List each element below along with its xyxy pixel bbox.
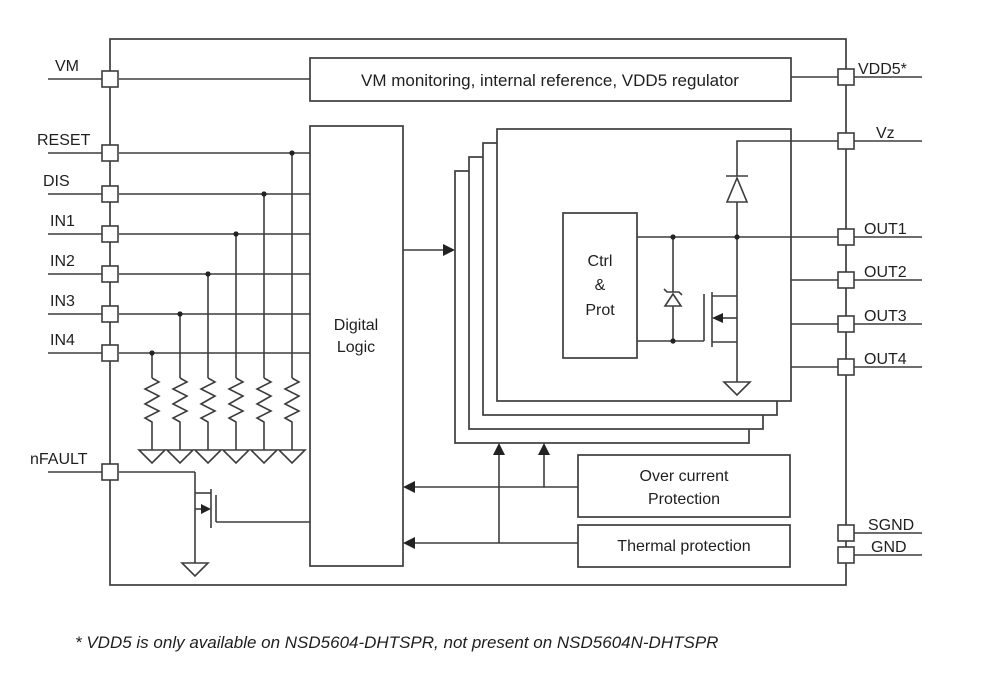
over-current-label-1: Over current: [639, 468, 729, 485]
pin-label-in3: IN3: [50, 293, 75, 310]
pin-in3: [102, 306, 118, 322]
pin-sgnd: [838, 525, 854, 541]
pin-label-in1: IN1: [50, 213, 75, 230]
pin-out2: [838, 272, 854, 288]
junction-dot: [177, 311, 182, 316]
pin-gnd: [838, 547, 854, 563]
pin-vz: [838, 133, 854, 149]
pin-in4: [102, 345, 118, 361]
pin-out3: [838, 316, 854, 332]
driver-card-1: [497, 129, 791, 401]
pin-dis: [102, 186, 118, 202]
pin-label-out1: OUT1: [864, 221, 907, 238]
pin-label-vdd5: VDD5*: [858, 61, 907, 78]
pin-label-out4: OUT4: [864, 351, 907, 368]
pin-nfault: [102, 464, 118, 480]
digital-logic-label-2: Logic: [336, 339, 376, 356]
junction-dot: [233, 231, 238, 236]
junction-dot: [734, 234, 739, 239]
pin-vdd5: [838, 69, 854, 85]
junction-dot: [149, 350, 154, 355]
junction-dot: [670, 338, 675, 343]
vm-monitor-label: VM monitoring, internal reference, VDD5 regulator: [361, 71, 739, 90]
digital-logic-label-1: Digital: [333, 317, 379, 334]
pin-in2: [102, 266, 118, 282]
over-current-label-2: Protection: [647, 491, 721, 508]
pin-out4: [838, 359, 854, 375]
pin-label-gnd: GND: [871, 539, 907, 556]
pin-label-nfault: nFAULT: [30, 451, 88, 468]
footnote: * VDD5 is only available on NSD5604-DHTSPR, not present on NSD5604N-DHTSPR: [75, 633, 719, 652]
junction-dot: [261, 191, 266, 196]
pin-out1: [838, 229, 854, 245]
ctrl-prot-label-2: &: [594, 277, 606, 294]
ctrl-prot-label-1: Ctrl: [587, 253, 613, 270]
pin-vm: [102, 71, 118, 87]
pin-label-out3: OUT3: [864, 308, 907, 325]
pin-label-out2: OUT2: [864, 264, 907, 281]
pin-label-in4: IN4: [50, 332, 75, 349]
pin-label-vz: Vz: [876, 125, 895, 142]
junction-dot: [205, 271, 210, 276]
pin-reset: [102, 145, 118, 161]
pin-label-vm: VM: [55, 58, 79, 75]
pin-label-dis: DIS: [43, 173, 70, 190]
junction-dot: [289, 150, 294, 155]
junction-dot: [670, 234, 675, 239]
pin-label-sgnd: SGND: [868, 517, 915, 534]
pin-in1: [102, 226, 118, 242]
pin-label-reset: RESET: [37, 132, 91, 149]
thermal-label: Thermal protection: [617, 538, 751, 555]
pin-label-in2: IN2: [50, 253, 75, 270]
ctrl-prot-label-3: Prot: [585, 302, 615, 319]
